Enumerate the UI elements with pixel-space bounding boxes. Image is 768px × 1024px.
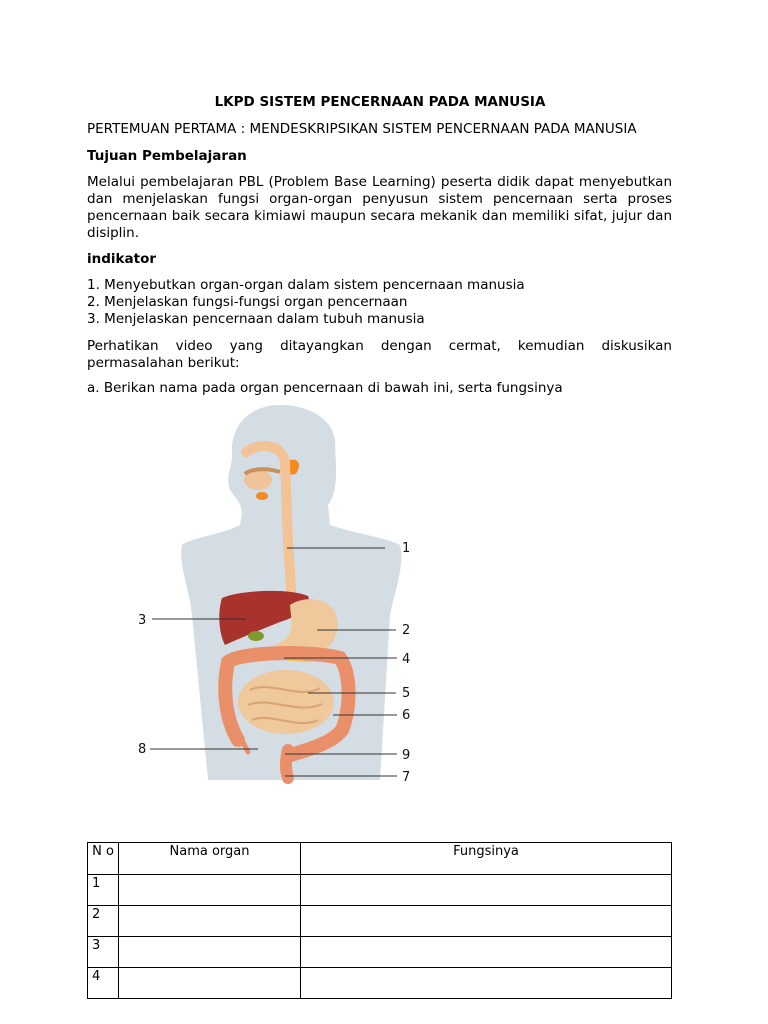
label-1: 1 <box>402 541 411 556</box>
organ-name-cell[interactable] <box>119 875 301 906</box>
indicator-item-1: 1. Menyebutkan organ-organ dalam sistem pencernaan manusia <box>87 277 525 293</box>
indicator-item-3: 3. Menjelaskan pencernaan dalam tubuh manusia <box>87 311 425 327</box>
table-row <box>88 906 672 937</box>
digestive-system-diagram <box>130 400 420 790</box>
label-9: 9 <box>402 748 411 763</box>
objective-heading: Tujuan Pembelajaran <box>87 148 247 164</box>
function-cell[interactable] <box>301 875 672 906</box>
organ-name-cell[interactable] <box>119 937 301 968</box>
document-title: LKPD SISTEM PENCERNAAN PADA MANUSIA <box>214 94 546 110</box>
header-function: Fungsinya <box>301 843 672 875</box>
label-4: 4 <box>402 652 411 667</box>
question-a: a. Berikan nama pada organ pencernaan di bawah ini, serta fungsinya <box>87 380 563 396</box>
row-number: 3 <box>88 937 119 968</box>
indicator-heading: indikator <box>87 251 157 267</box>
organ-name-cell[interactable] <box>119 968 301 999</box>
row-number: 2 <box>88 906 119 937</box>
instruction-paragraph: Perhatikan video yang ditayangkan dengan cermat, kemudian diskusikan permasalahan berikut: <box>87 338 672 371</box>
label-2: 2 <box>402 623 411 638</box>
header-organ-name: Nama organ <box>119 843 301 875</box>
indicator-item-2: 2. Menjelaskan fungsi-fungsi organ pencernaan <box>87 294 408 310</box>
label-7: 7 <box>402 770 411 785</box>
objective-paragraph: Melalui pembelajaran PBL (Problem Base Learning) peserta didik dapat menyebutkan dan menjelaskan fungsi organ-organ penyusun sistem pencernaan serta proses pencernaan baik secara kimiawi maupun secara mekanik dan memiliki sifat, jujur dan disiplin. <box>87 174 672 241</box>
table-row <box>88 937 672 968</box>
meeting-line: PERTEMUAN PERTAMA : MENDESKRIPSIKAN SISTEM PENCERNAAN PADA MANUSIA <box>87 121 637 137</box>
label-8: 8 <box>138 742 147 757</box>
small-intestine-icon <box>238 670 334 734</box>
table-row <box>88 968 672 999</box>
label-5: 5 <box>402 686 411 701</box>
answer-table <box>87 842 672 999</box>
header-no: N o <box>88 843 119 875</box>
function-cell[interactable] <box>301 968 672 999</box>
function-cell[interactable] <box>301 906 672 937</box>
function-cell[interactable] <box>301 937 672 968</box>
label-3: 3 <box>138 613 147 628</box>
table-header-row <box>88 843 672 875</box>
gallbladder-icon <box>248 631 264 641</box>
table-row <box>88 875 672 906</box>
label-6: 6 <box>402 708 411 723</box>
salivary-gland-2-icon <box>256 492 268 500</box>
row-number: 1 <box>88 875 119 906</box>
organ-name-cell[interactable] <box>119 906 301 937</box>
row-number: 4 <box>88 968 119 999</box>
